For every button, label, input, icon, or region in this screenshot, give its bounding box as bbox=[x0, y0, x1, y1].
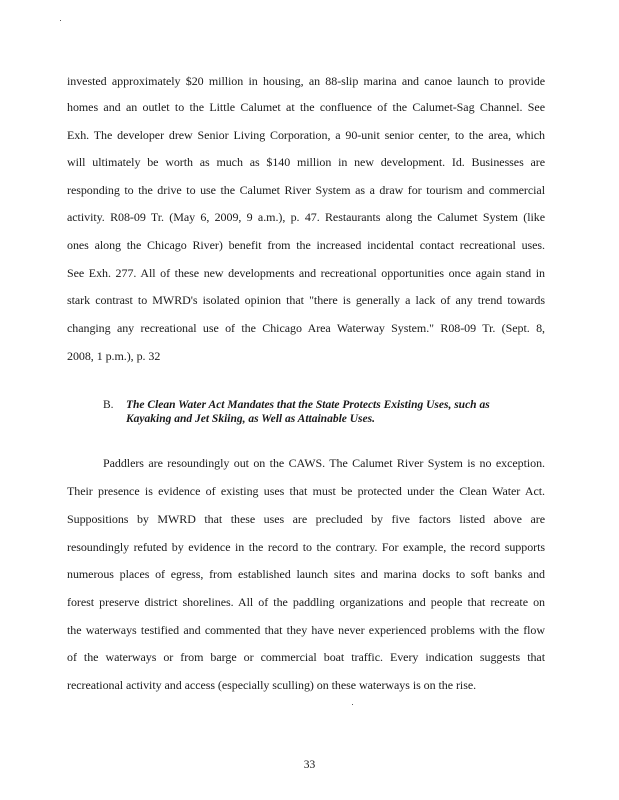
section-heading-line-1: The Clean Water Act Mandates that the State Protects Existing Uses, such as bbox=[126, 399, 490, 411]
paragraph-2-line-9: recreational activity and access (especially sculling) on these waterways is on the rise. bbox=[67, 678, 477, 692]
paragraph-2-line-4: resoundingly refuted by evidence in the record to the contrary. For example, the record supports bbox=[67, 540, 545, 554]
paragraph-1-line-4: will ultimately be worth as much as $140 million in new development. Id. Businesses are bbox=[67, 155, 545, 169]
paragraph-1-line-9: stark contrast to MWRD's isolated opinion that "there is generally a lack of any trend towards bbox=[67, 293, 545, 307]
paragraph-2-line-2: Their presence is evidence of existing uses that must be protected under the Clean Water Act. bbox=[67, 484, 545, 498]
page-number: 33 bbox=[303, 759, 316, 771]
paragraph-2-line-5: numerous places of egress, from established launch sites and marina docks to soft banks and bbox=[67, 567, 545, 581]
paragraph-1-line-11: 2008, 1 p.m.), p. 32 bbox=[67, 349, 161, 363]
paragraph-2-line-3: Suppositions by MWRD that these uses are precluded by five factors listed above are bbox=[67, 512, 545, 526]
scan-speck bbox=[352, 704, 353, 705]
paragraph-2-line-7: the waterways testified and commented that they have never experienced problems with the flow bbox=[67, 623, 545, 637]
paragraph-1-line-5: responding to the drive to use the Calumet River System as a draw for tourism and commercial bbox=[67, 183, 545, 197]
section-heading-line-2: Kayaking and Jet Skiing, as Well as Attainable Uses. bbox=[126, 413, 375, 425]
paragraph-2-line-6: forest preserve district shorelines. All of the paddling organizations and people that recreate on bbox=[67, 595, 545, 609]
paragraph-1-line-6: activity. R08-09 Tr. (May 6, 2009, 9 a.m.), p. 47. Restaurants along the Calumet System (like bbox=[67, 210, 545, 224]
paragraph-1-line-3: Exh. The developer drew Senior Living Corporation, a 90-unit senior center, to the area, which bbox=[67, 128, 545, 142]
scan-speck bbox=[60, 20, 61, 21]
paragraph-1-line-10: changing any recreational use of the Chicago Area Waterway System." R08-09 Tr. (Sept. 8, bbox=[67, 321, 545, 335]
paragraph-2-line-8: of the waterways or from barge or commercial boat traffic. Every indication suggests that bbox=[67, 650, 545, 664]
paragraph-1-line-8: See Exh. 277. All of these new developments and recreational opportunities once again stand in bbox=[67, 266, 545, 280]
paragraph-1-line-1: invested approximately $20 million in housing, an 88-slip marina and canoe launch to provide bbox=[67, 74, 545, 88]
paragraph-1-line-7: ones along the Chicago River) benefit from the increased incidental contact recreational uses. bbox=[67, 238, 545, 252]
paragraph-1-line-2: homes and an outlet to the Little Calumet at the confluence of the Calumet-Sag Channel. See bbox=[67, 100, 545, 114]
paragraph-2-line-1: Paddlers are resoundingly out on the CAWS. The Calumet River System is no exception. bbox=[103, 456, 545, 470]
section-letter: B. bbox=[103, 399, 114, 411]
